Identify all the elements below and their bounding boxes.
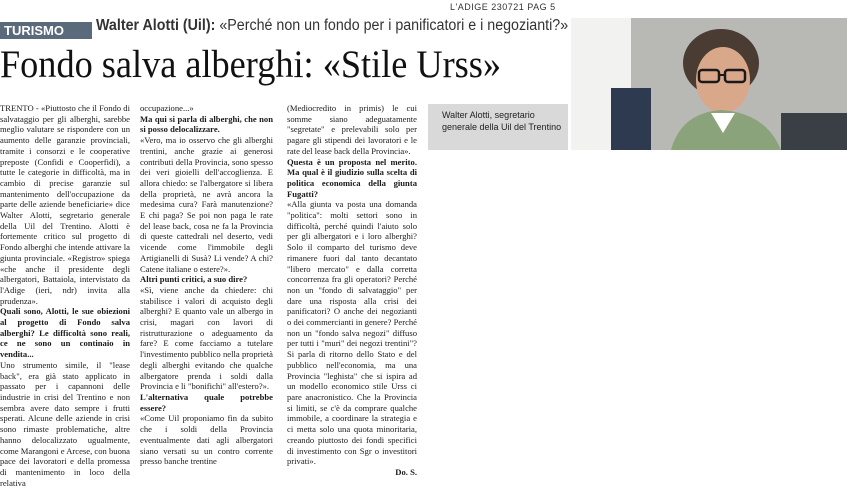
article-column-1	[0, 103, 130, 488]
portrait-photo	[571, 18, 847, 150]
article-column-3	[287, 103, 417, 478]
body-paragraph: «Alla giunta va posta una domanda "politica": molti settori sono in difficoltà, perché quindi l'aiuto solo per gli albergatori e i loro alberghi? Solo il comparto del turismo deve rimanere fuori dal tanto decantato "libero mercato" e dalla corretta concorrenza fra gli operatori? Perché non un "fondo di salvataggio" per dare una risposta alla crisi dei panificatori? O anche dei negozianti o dei commercianti in genere? Perché non un "fondo salva negozi" diffuso per tutti i "muri" dei negozi trentini"? Si parla di ritorno dello Stato e del pubblico nell'economia, ma una Provincia "leghista" che si ispira ad un modello economico stile Urss ci pare anacronistico. Che la Provincia si limiti, se c'è da comprare qualche immobile, a coordinare la strategia e ci metta solo una quota minoritaria, creando piuttosto dei fondi specifici di investimento con Sgr o investitori privati».	[287, 199, 417, 467]
kicker	[96, 17, 568, 35]
section-tag: TURISMO	[0, 22, 92, 39]
photo-caption: Walter Alotti, segretario generale della Uil del Trentino	[428, 104, 568, 150]
interview-question: Altri punti critici, a suo dire?	[140, 274, 248, 285]
author-signature: Do. S.	[395, 466, 417, 477]
body-paragraph: «Sì, viene anche da chiedere: chi stabilisce i valori di acquisto degli alberghi? E quanto vale un albergo in crisi, magari con lavori di ristrutturazione o adeguamento da fare? E come facciamo a tutelare l'investimento pubblico nella proprietà degli alberghi evitando che qualche albergatore prenda i soldi dalla Provincia e li "bonifichi" all'estero?».	[140, 284, 273, 392]
body-paragraph: Uno strumento simile, il "lease back", era già stato applicato in passato per i capannoni delle industrie in crisi del Trentino e non sembra avere dato sempre i frutti sperati. Alcune delle aziende in crisi sono rimaste problematiche, altre hanno delocalizzato ugualmente, come Marangoni e Arcese, con buona pace dei lavoratori e della promessa di mantenimento in loco della relativa	[0, 359, 130, 488]
kicker-quote: «Perché non un fondo per i panificatori e i negozianti?»	[219, 17, 569, 34]
page-source-line: L'ADIGE 230721 PAG 5	[450, 2, 556, 12]
interview-question: Questa è un proposta nel merito. Ma qual è il giudizio sulla scelta di politica economica della giunta Fugatti?	[287, 156, 417, 199]
body-paragraph: TRENTO - «Piuttosto che il Fondo di salvataggio per gli alberghi, sarebbe meglio valutare se rispondere con un aumento delle garanzie provinciali, tramite i consorzi e le cooperative preposte (Confidi e Cooperfidi), a tutte le categorie in difficoltà, ma in cambio di precise garanzie sul mantenimento dell'occupazione da parte delle aziende beneficiarie» dice Walter Alotti, segretario generale della Uil del Trentino. Alotti è fortemente critico sul progetto di Fondo alberghi che intende attivare la giunta provinciale. «Registro» spiega «che anche il presidente degli albergatori, Battaiola, intervistato da l'Adige (ieri, ndr) invita alla prudenza».	[0, 103, 130, 306]
article-column-2	[140, 103, 273, 467]
body-paragraph: «Come Uil proponiamo fin da subito che i soldi della Provincia eventualmente dati agli albergatori siano versati su un contro corrente presso banche trentine	[140, 413, 273, 467]
kicker-name: Walter Alotti (Uil):	[96, 17, 216, 34]
interview-question: L'alternativa quale potrebbe essere?	[140, 391, 273, 413]
interview-question: Ma qui si parla di alberghi, che non si posso delocalizzare.	[140, 113, 273, 135]
body-paragraph: (Mediocredito in primis) le cui somme siano adeguatamente "segretate" e prelevabili solo per pagare gli stipendi dei lavoratori e le rate del lease back della Provincia».	[287, 103, 417, 156]
body-paragraph: occupazione...»	[140, 103, 194, 113]
body-paragraph: «Vero, ma io osservo che gli alberghi trentini, anche grazie ai generosi contributi della Provincia, sono spesso dei veri gioielli dell'accoglienza. E allora chiedo: se l'albergatore si libera della proprietà, ne avrà ancora la medesima cura? Farà manutenzione? E chi paga? Se poi non paga le rate del lease back, cosa ne fa la Provincia di queste cattedrali nel deserto, vedi vicende come l'immobile degli Artigianelli di Susà? Li vende? A chi? Catene italiane o estere?».	[140, 135, 273, 274]
interview-question: Quali sono, Alotti, le sue obiezioni al progetto di Fondo salva alberghi? Le difficoltà sono reali, ce ne sono un continaio in vendita...	[0, 306, 130, 360]
headline: Fondo salva alberghi: «Stile Urss»	[0, 43, 502, 86]
portrait-illustration	[571, 18, 847, 150]
